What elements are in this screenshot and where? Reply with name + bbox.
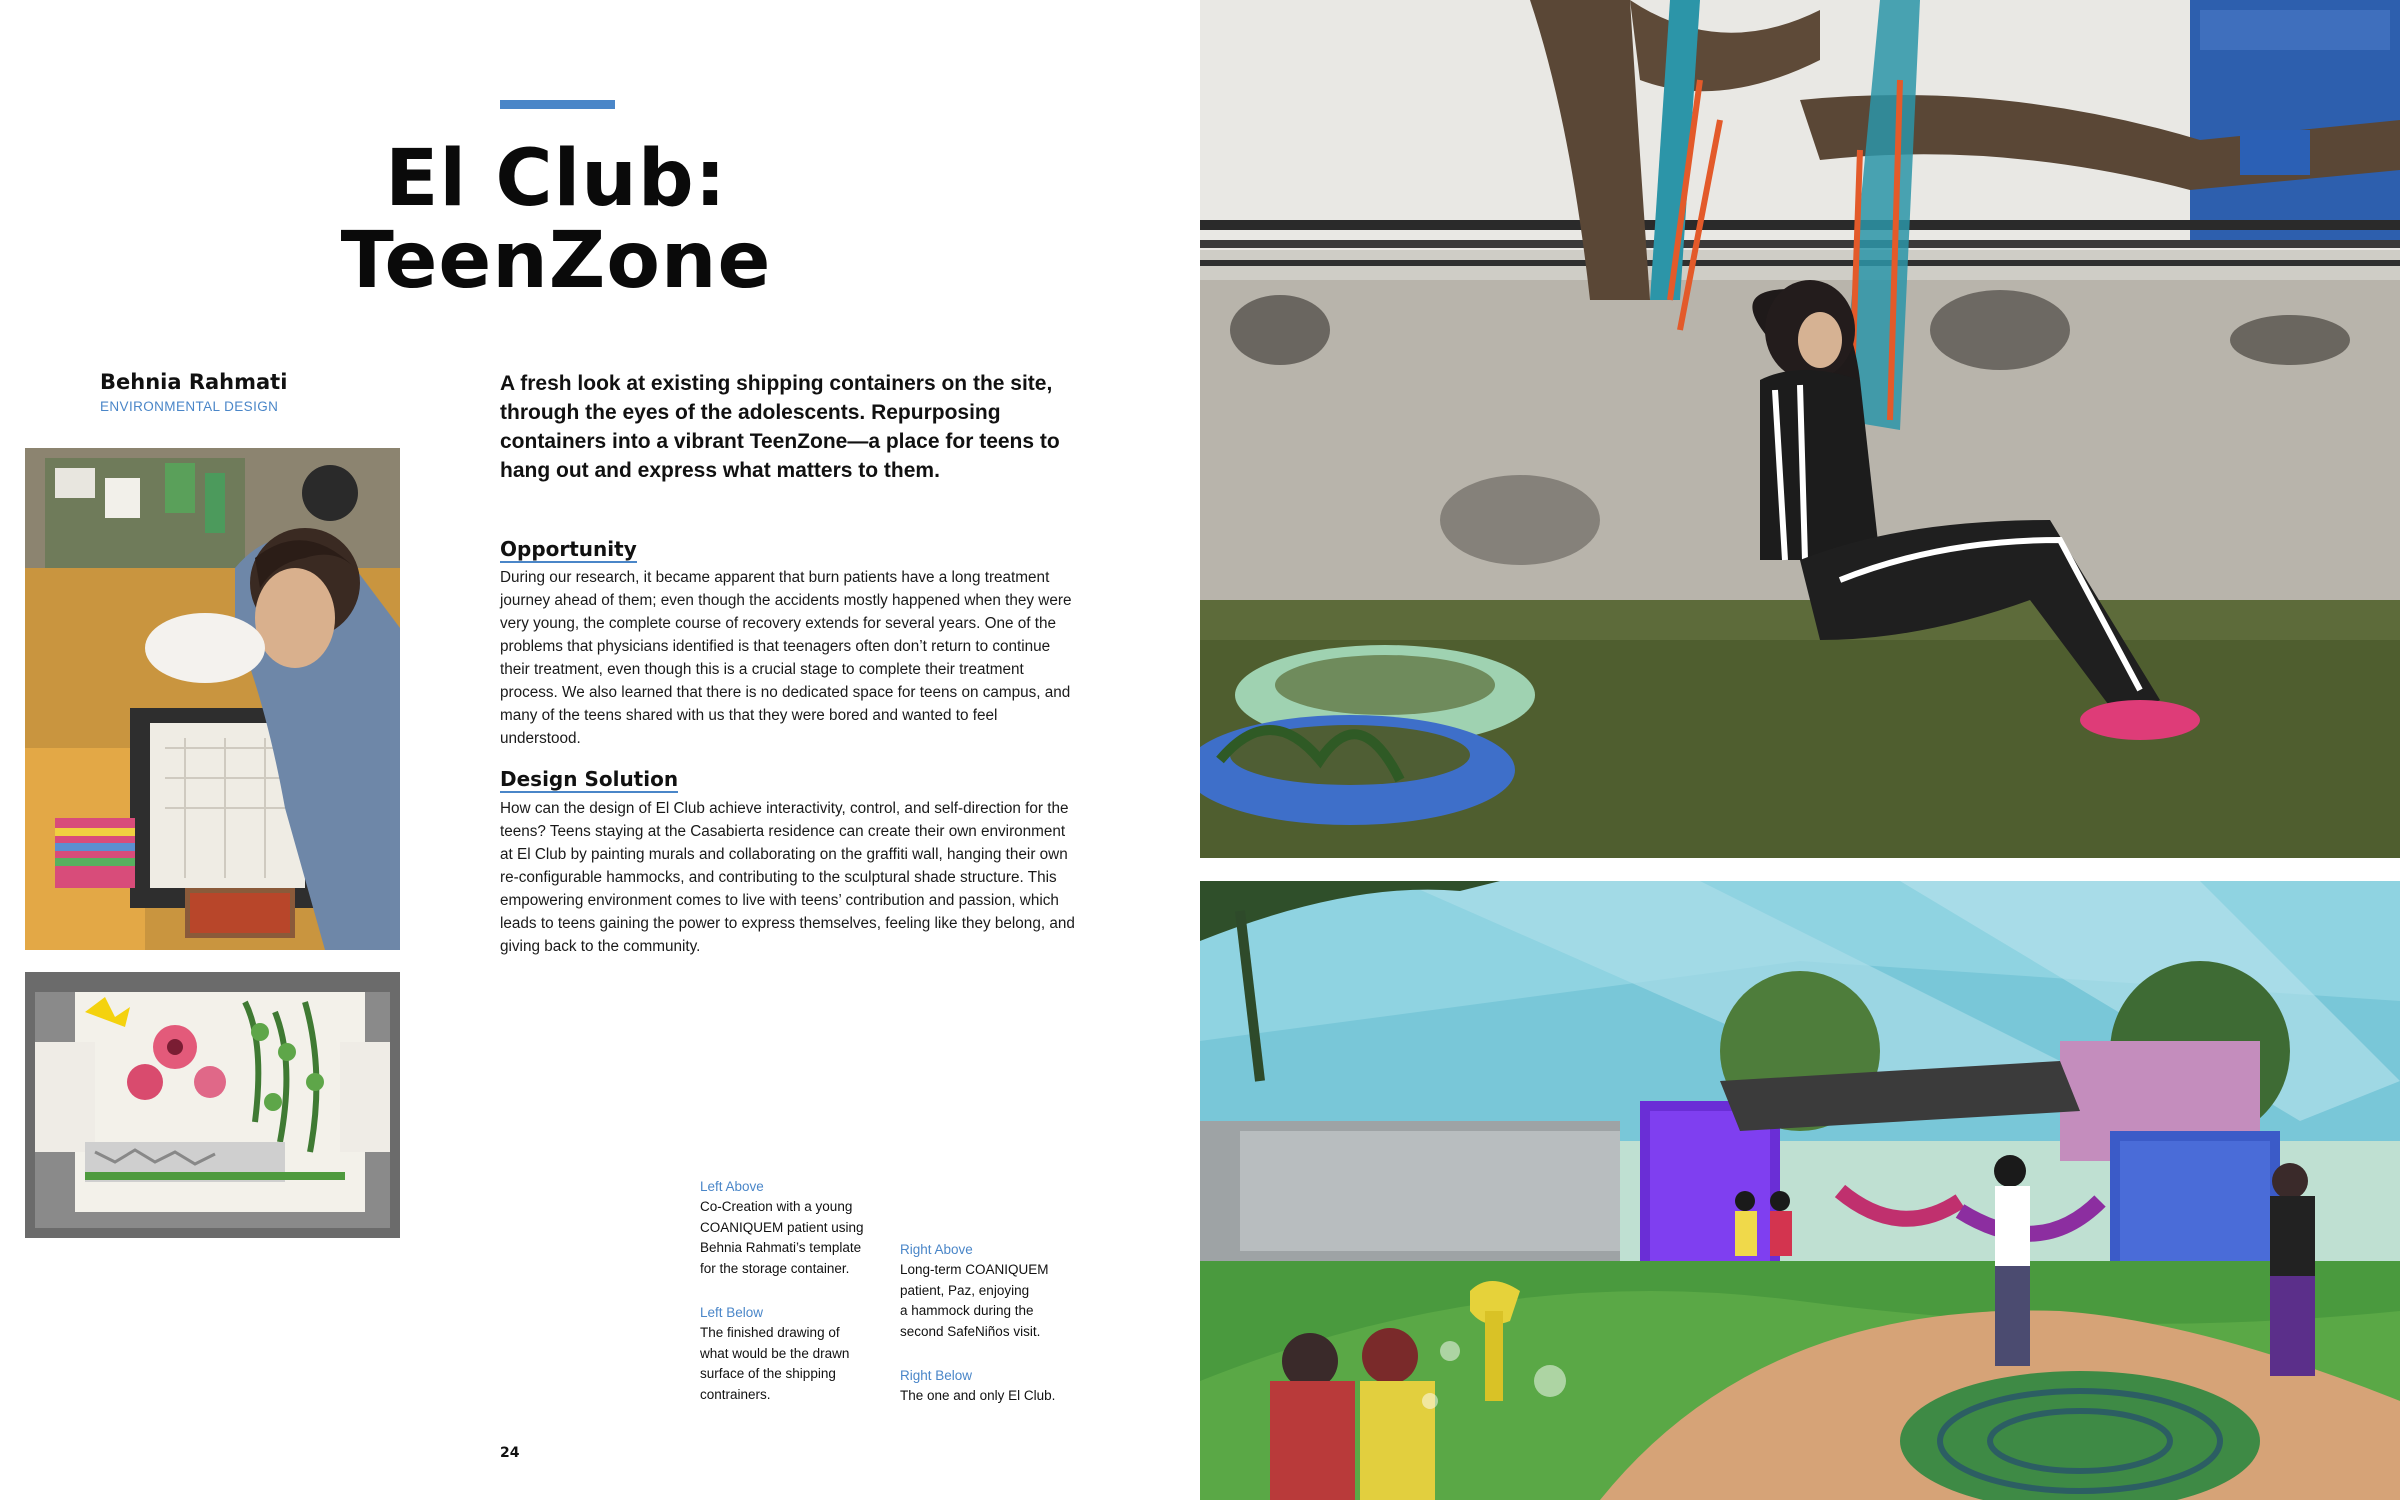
section-heading-design-solution: Design Solution [500, 767, 679, 791]
caption-left-below-heading: Left Below [700, 1305, 764, 1320]
page-title-line-1: El Club: [385, 134, 727, 224]
page-title-line-2: TeenZone [340, 216, 772, 306]
photo-teen-drawing-at-table [25, 448, 400, 950]
caption-left-above-heading: Left Above [700, 1179, 764, 1194]
intro-paragraph: A fresh look at existing shipping containers on the site, through the eyes of the adolescents. Repurposing containers into a vibrant TeenZone—a place for teens to hang out and express what matters to them. [500, 372, 1060, 482]
caption-right-below-text: The one and only El Club. [900, 1388, 1056, 1403]
caption-left-below-text: The finished drawing of what would be the drawn surface of the shipping contrainers. [700, 1325, 850, 1402]
drawing-flowers-container-template [25, 972, 400, 1238]
author-department: ENVIRONMENTAL DESIGN [100, 399, 279, 414]
page-number: 24 [500, 1445, 520, 1461]
photo-teen-on-rope-hammock [1200, 0, 2400, 858]
caption-right-above-text: Long-term COANIQUEM patient, Paz, enjoying a hammock during the second SafeNiños visit. [900, 1262, 1049, 1339]
page-title [250, 134, 862, 306]
title-accent-bar [500, 100, 615, 109]
caption-right-above-heading: Right Above [900, 1242, 973, 1257]
illustration-el-club-rendering [1200, 881, 2400, 1500]
section-heading-opportunity: Opportunity [500, 537, 637, 561]
caption-right-below-heading: Right Below [900, 1368, 973, 1383]
section-body-design-solution: How can the design of El Club achieve interactivity, control, and self-direction for the teens? Teens staying at the Casabierta residence can create their own environment at El Club by painting murals and collaborating on the graffiti wall, hanging their own re-configurable hammocks, and contributing to the sculptural shade structure. This empowering environment comes to live with teens’ contribution and passion, which leads to teens gaining the power to express themselves, feeling like they belong, and giving back to the community. [500, 800, 1075, 955]
section-body-opportunity: During our research, it became apparent that burn patients have a long treatment journey ahead of them; even though the accidents mostly happened when they were very young, the complete course of recovery extends for several years. One of the problems that physicians identified is that teenagers often don’t return to continue their treatment, even though this is a crucial stage to complete their treatment process. We also learned that there is no dedicated space for teens on campus, and many of the teens shared with us that they were bored and wanted to feel understood. [500, 569, 1072, 747]
caption-left-above-text: Co-Creation with a young COANIQUEM patient using Behnia Rahmati’s template for the storage container. [700, 1199, 864, 1276]
author-name: Behnia Rahmati [100, 370, 288, 394]
